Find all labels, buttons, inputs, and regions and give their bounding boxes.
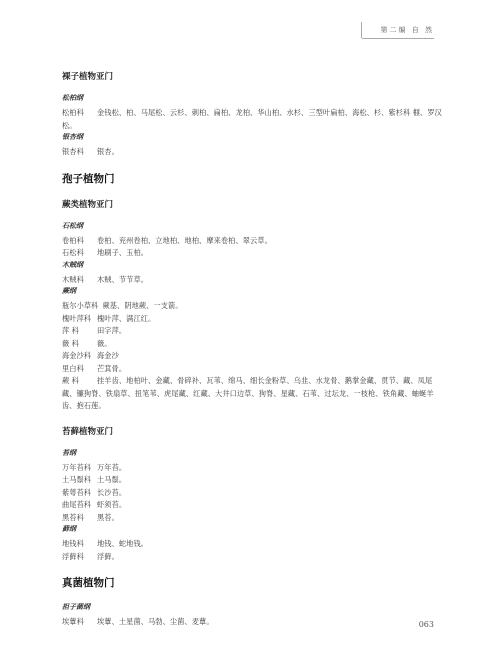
class-heading: 苔纲 xyxy=(62,448,76,457)
taxon-row xyxy=(62,274,442,287)
family-members: 挂羊齿、地柏叶、金藏、骨碎补、瓦苇、绵马、细长金粉草、乌韭、水龙骨、鹅掌金藏、贯节、藏、凤尾藏、镰狗脊、铁扇草、扭笔苇、虎尾藏、红藏、大井口边草、狗脊、星藏、石苇、过坛龙、一枝枪、铁角藏、蚰蜒羊齿、抱石莲。 xyxy=(62,376,434,410)
family-members: 银杏。 xyxy=(97,147,119,156)
taxon-row xyxy=(62,512,442,525)
taxon-row xyxy=(62,235,442,248)
family-name: 萍 科 xyxy=(62,326,79,335)
family-members: 虾须苔。 xyxy=(97,500,127,509)
taxon-row xyxy=(62,107,442,132)
header-rule xyxy=(362,38,434,39)
family-members: 金钱松、柏、马尾松、云杉、刺柏、扁柏、龙柏、华山柏、水杉、三型叶扁柏、海松、杉、紫杉科 榧、罗汉松。 xyxy=(62,108,442,130)
family-members: 埃蕈、土星菌、马勃、尘菌、麦蕈。 xyxy=(97,617,214,626)
running-header-text: 第二编 自 然 xyxy=(380,26,434,34)
family-members: 槐叶萍、满江红。 xyxy=(97,313,156,323)
family-name: 蕨 科 xyxy=(62,376,79,385)
taxon-row xyxy=(62,499,442,512)
taxon-row xyxy=(62,462,442,475)
family-name: 瓶尔小草科 xyxy=(62,301,99,310)
running-header xyxy=(361,22,434,38)
page-content xyxy=(62,70,442,629)
taxon-row xyxy=(62,247,442,260)
family-name: 埃蕈科 xyxy=(62,617,84,626)
family-members: 地钱、蛇地钱。 xyxy=(97,539,149,548)
family-members: 海金沙 xyxy=(97,351,119,360)
family-name: 浮藓科 xyxy=(62,551,84,561)
family-members: 地刷子、玉柏。 xyxy=(97,248,149,257)
taxon-row xyxy=(62,300,442,313)
phylum-heading: 真菌植物门 xyxy=(62,577,115,589)
family-name: 槐叶萍科 xyxy=(62,313,92,323)
taxon-row xyxy=(62,146,442,159)
family-name: 卷柏科 xyxy=(62,235,84,245)
taxon-row xyxy=(62,474,442,487)
taxon-row xyxy=(62,363,442,376)
family-members: 浮藓。 xyxy=(97,551,119,561)
family-name: 银杏科 xyxy=(62,147,84,156)
family-name: 里白科 xyxy=(62,363,84,373)
taxon-row xyxy=(62,338,442,351)
family-name: 土马鬃科 xyxy=(62,475,92,484)
phylum-heading: 孢子植物门 xyxy=(62,172,115,185)
family-members: 薇。 xyxy=(97,338,112,348)
class-heading: 银杏纲 xyxy=(62,133,83,141)
taxon-row xyxy=(62,616,442,629)
family-name: 万年苔科 xyxy=(62,462,92,472)
family-members: 田字萍。 xyxy=(97,326,127,335)
page-number: 063 xyxy=(418,620,434,629)
taxon-row xyxy=(62,487,442,500)
family-name: 木贼科 xyxy=(62,274,84,284)
class-heading: 石松纲 xyxy=(62,221,83,230)
family-name: 海金沙科 xyxy=(62,351,92,360)
family-name: 地钱科 xyxy=(62,539,84,548)
family-name: 石松科 xyxy=(62,248,84,257)
family-name: 松柏科 xyxy=(62,108,84,117)
family-members: 黑苔。 xyxy=(97,512,119,522)
class-heading: 蕨纲 xyxy=(62,287,76,295)
family-name: 薇 科 xyxy=(62,338,79,348)
family-members: 长沙苔。 xyxy=(97,487,127,497)
taxon-row xyxy=(62,313,442,326)
family-members: 土马鬃。 xyxy=(97,475,127,484)
taxon-row xyxy=(62,325,442,338)
family-members: 芒萁骨。 xyxy=(97,363,127,373)
family-members: 卷柏、兖州卷柏、立地柏、地柏、摩来卷柏、翠云草。 xyxy=(97,235,272,245)
class-heading: 松柏纲 xyxy=(62,94,83,102)
family-name: 紫萼苔科 xyxy=(62,487,92,497)
family-name: 黑苔科 xyxy=(62,512,84,522)
subphylum-heading: 苔藓植物亚门 xyxy=(62,426,114,437)
family-name: 曲尾苔科 xyxy=(62,500,92,509)
taxon-row xyxy=(62,551,442,564)
subphylum-heading: 裸子植物亚门 xyxy=(62,72,114,82)
taxon-row xyxy=(62,350,442,363)
family-members: 万年苔。 xyxy=(97,462,127,472)
family-members: 木贼、节节草。 xyxy=(97,274,149,284)
family-members: 蕨基、阴地蕨、一支箭。 xyxy=(102,301,183,310)
subphylum-heading: 蕨类植物亚门 xyxy=(62,199,114,210)
class-heading: 担子菌纲 xyxy=(62,603,90,611)
taxon-row xyxy=(62,375,442,413)
class-heading: 木贼纲 xyxy=(62,260,83,269)
class-heading: 藓纲 xyxy=(62,525,76,533)
taxon-row xyxy=(62,538,442,551)
